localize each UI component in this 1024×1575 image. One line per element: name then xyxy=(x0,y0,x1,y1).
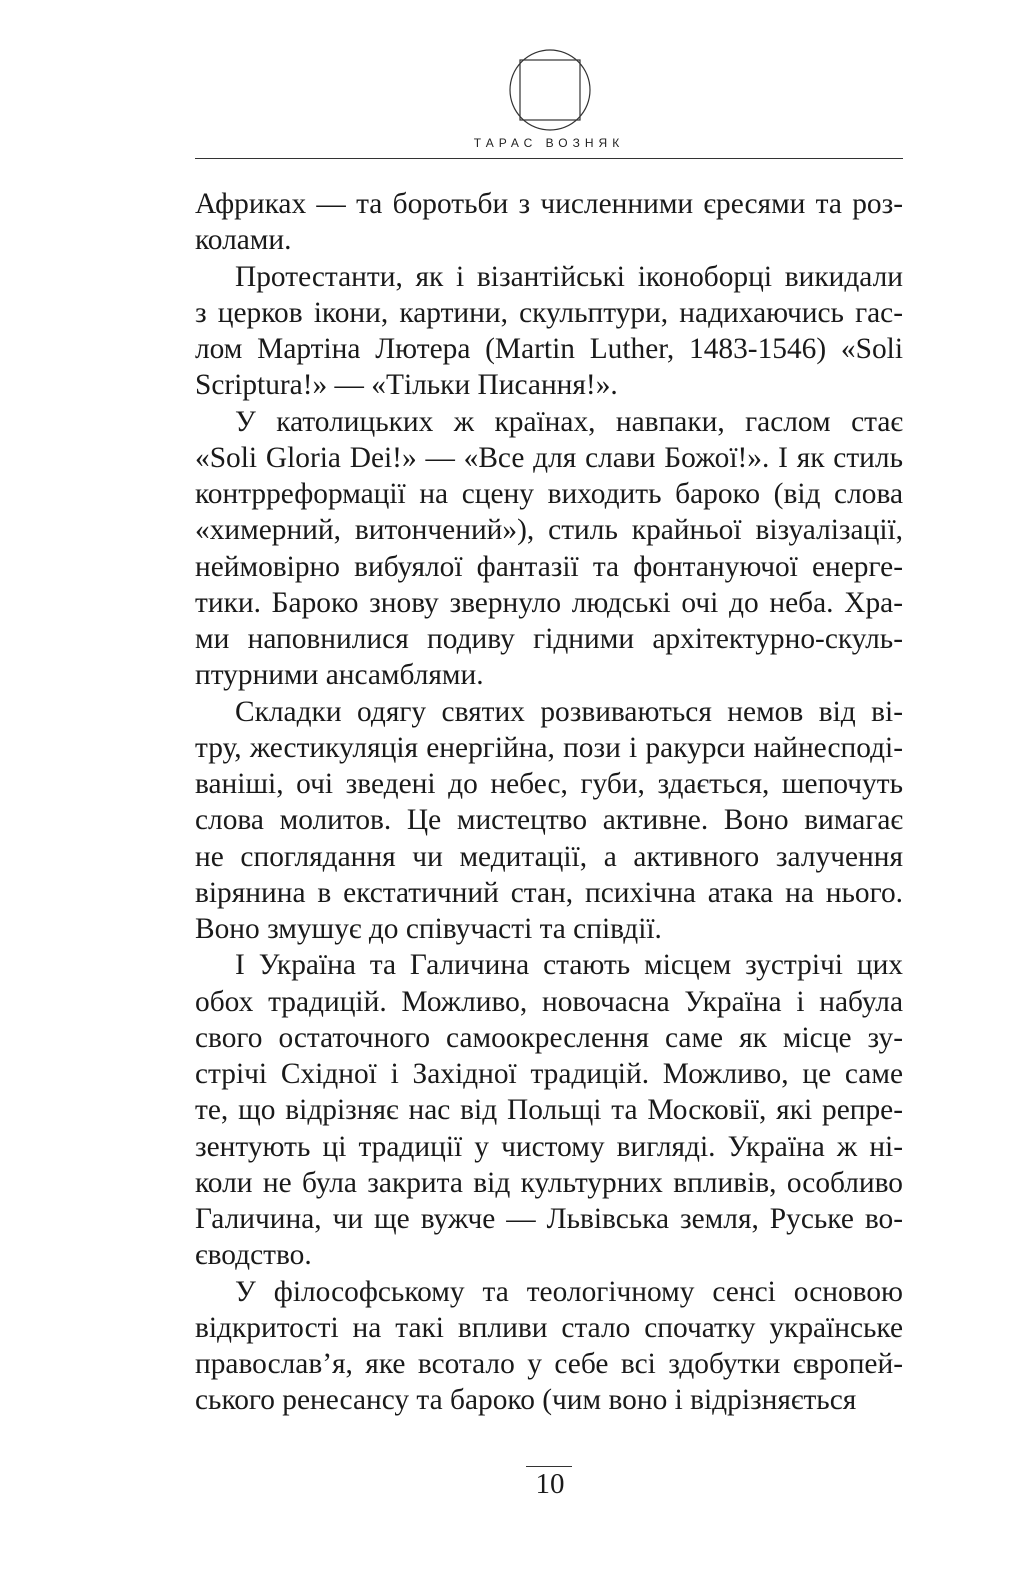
paragraph-3-line: птурними ансамблями. xyxy=(195,659,484,692)
paragraph-5-line: те, що відрізняє нас від Польщі та Московії, які репре- xyxy=(195,1094,903,1127)
paragraph-5-line: стрічі Східної і Західної традицій. Можливо, це саме xyxy=(195,1058,903,1090)
paragraph-5-line: Галичина, чи ще вужче — Львівська земля, Руське во- xyxy=(195,1203,903,1235)
paragraph-6-line: відкритості на такі впливи стало спочатку українське xyxy=(195,1311,903,1344)
paragraph-6-line: ського ренесансу та бароко (чим воно і відрізняється xyxy=(195,1384,857,1417)
paragraph-6-line: У філософському та теологічному сенсі основою xyxy=(235,1275,903,1308)
paragraph-4-line: Воно змушує до співучасті та співдії. xyxy=(195,913,662,945)
paragraph-4-line: тру, жестикуляція енергійна, пози і ракурси найнесподі- xyxy=(195,731,903,764)
paragraph-4-line: вірянина в екстатичний стан, психічна атака на нього. xyxy=(195,876,903,909)
paragraph-2-line: з церков ікони, картини, скульптури, надихаючись гас- xyxy=(195,296,903,329)
paragraph-3-line: У католицьких ж країнах, навпаки, гаслом стає xyxy=(235,405,903,438)
paragraph-3-line: «химерний, витончений»), стиль крайньої візуалізації, xyxy=(195,514,903,547)
page-number-rule xyxy=(526,1466,572,1467)
paragraph-2-line: лом Мартіна Лютера (Martin Luther, 1483-1546) «Soli xyxy=(195,333,903,365)
paragraph-4-line: слова молитов. Це мистецтво активне. Воно вимагає xyxy=(195,804,903,837)
paragraph-2-line: Протестанти, як і візантійські іконоборці викидали xyxy=(235,260,903,293)
paragraph-1-line: Африках — та боротьби з численними єресями та роз- xyxy=(195,188,903,220)
paragraph-1-line: колами. xyxy=(195,224,292,257)
paragraph-3-line: тики. Бароко знову звернуло людські очі до неба. Хра- xyxy=(195,586,903,619)
paragraph-5-line: коли не була закрита від культурних впливів, особливо xyxy=(195,1166,903,1199)
paragraph-4-line: Складки одягу святих розвиваються немов від ві- xyxy=(235,695,903,728)
paragraph-3-line: ми наповнилися подиву гідними архітектурно-скуль- xyxy=(195,623,903,655)
paragraph-3-line: контрреформації на сцену виходить бароко (від слова xyxy=(195,478,903,510)
paragraph-3-line: неймовірно вибуялої фантазії та фонтануючої енерге- xyxy=(195,550,903,583)
paragraph-5-line: єводство. xyxy=(195,1239,312,1272)
paragraph-4-line: ваніші, очі зведені до небес, губи, здається, шепочуть xyxy=(195,768,903,800)
header-rule xyxy=(195,158,903,159)
paragraph-5-line: зентують ці традиції у чистому вигляді. Україна ж ні- xyxy=(195,1130,903,1163)
paragraph-2-line: Scriptura!» — «Тільки Писання!». xyxy=(195,369,618,402)
body-text xyxy=(195,186,903,1419)
paragraph-5-line: свого остаточного самоокреслення саме як місце зу- xyxy=(195,1021,903,1054)
paragraph-3-line: «Soli Gloria Dei!» — «Все для слави Божої!». І як стиль xyxy=(195,441,903,474)
paragraph-5-line: обох традицій. Можливо, новочасна Україна і набула xyxy=(195,985,903,1018)
circle-square-emblem-icon xyxy=(508,48,592,132)
paragraph-5-line: І Україна та Галичина стають місцем зустрічі цих xyxy=(235,949,903,982)
page-number: 10 xyxy=(535,1468,565,1500)
paragraph-4-line: не споглядання чи медитації, а активного залучення xyxy=(195,840,903,873)
running-head: ТАРАС ВОЗНЯК xyxy=(473,136,625,150)
paragraph-6-line: православ’я, яке всотало у себе всі здобутки європей- xyxy=(195,1348,903,1380)
